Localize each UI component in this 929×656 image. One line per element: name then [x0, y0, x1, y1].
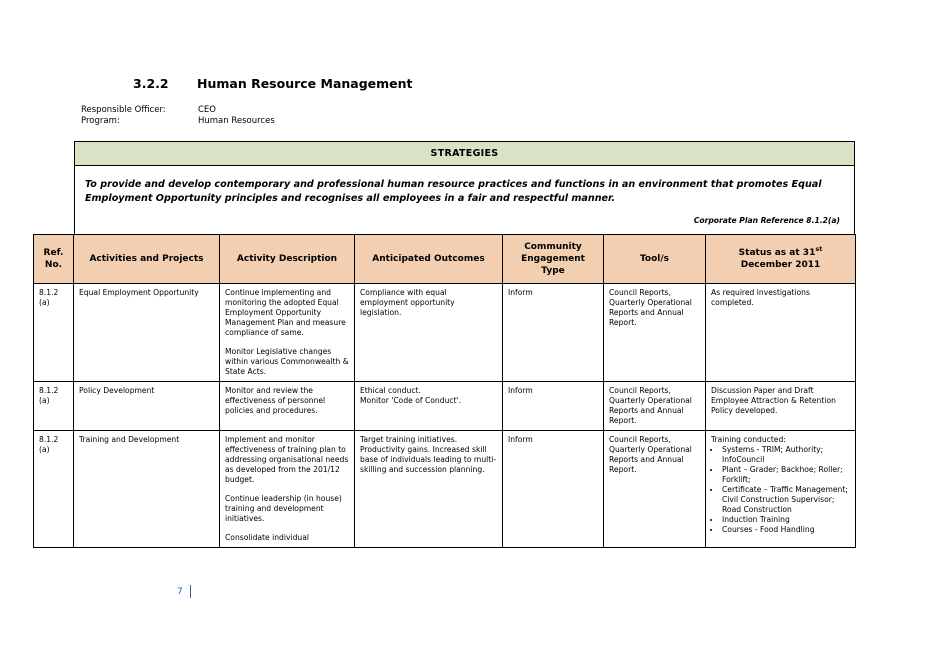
- cell-status-text: Discussion Paper and Draft Employee Attraction & Retention Policy developed.: [711, 386, 836, 415]
- cell-ref-line1: 8.1.2: [39, 435, 59, 444]
- cell-description-para: Continue leadership (in house) training and development initiatives.: [225, 494, 342, 523]
- cell-ref-no: [34, 382, 74, 431]
- strategies-text: To provide and develop contemporary and professional human resource practices and functions in an environment that promotes Equal Employment Opportunity principles and recognises all employees in a fair and respectful manner.: [85, 179, 822, 204]
- cell-outcomes: [355, 284, 503, 382]
- cell-status-bullets: [711, 445, 850, 535]
- cell-description-para: Monitor Legislative changes within various Commonwealth & State Acts.: [225, 347, 349, 376]
- table-header-row: [34, 235, 856, 284]
- col-header-outcomes: Anticipated Outcomes: [355, 235, 503, 284]
- col-header-description: Activity Description: [220, 235, 355, 284]
- meta-label-program: Program:: [81, 116, 120, 126]
- cell-description-para: Consolidate individual: [225, 533, 309, 542]
- table-row: [34, 382, 856, 431]
- cell-activity: Equal Employment Opportunity: [74, 284, 220, 382]
- cell-engagement: Inform: [503, 284, 604, 382]
- cell-outcomes-line: Monitor 'Code of Conduct'.: [360, 396, 462, 405]
- col-header-status-line2: December 2011: [740, 260, 821, 270]
- cell-outcomes-line: Ethical conduct.: [360, 386, 421, 395]
- cell-ref-line1: 8.1.2: [39, 386, 59, 395]
- cell-outcomes-para: Compliance with equal employment opportunity legislation.: [360, 288, 455, 317]
- col-header-status-sup: st: [815, 245, 823, 253]
- cell-outcomes: [355, 431, 503, 548]
- status-bullet: • Certificate – Traffic Management; Civil Construction Supervisor; Road Construction: [721, 485, 850, 515]
- cell-description: [220, 382, 355, 431]
- cell-description-para: Implement and monitor effectiveness of training plan to addressing organisational needs as developed from the 201/12 budget.: [225, 435, 349, 484]
- page-number: 7: [177, 586, 183, 597]
- status-bullet: • Induction Training: [721, 515, 850, 525]
- activities-table: [33, 234, 856, 548]
- cell-description: [220, 431, 355, 548]
- col-header-ref-line1: Ref.: [43, 248, 64, 258]
- meta-label-responsible-officer: Responsible Officer:: [81, 105, 166, 115]
- col-header-status: [706, 235, 856, 284]
- cell-status-text: Training conducted:: [711, 435, 786, 444]
- cell-description-para: Monitor and review the effectiveness of personnel policies and procedures.: [225, 386, 326, 415]
- cell-ref-line1: 8.1.2: [39, 288, 59, 297]
- cell-engagement: Inform: [503, 382, 604, 431]
- col-header-engagement-line2: Engagement: [521, 254, 585, 264]
- cell-status-text: As required investigations completed.: [711, 288, 810, 307]
- col-header-ref-line2: No.: [44, 260, 63, 270]
- col-header-ref-no: [34, 235, 74, 284]
- strategies-reference: Corporate Plan Reference 8.1.2(a): [693, 216, 840, 225]
- cell-outcomes: [355, 382, 503, 431]
- meta-row-program: [81, 116, 275, 127]
- status-bullet: • Courses - Food Handling: [721, 525, 850, 535]
- cell-ref-line2: (a): [39, 445, 50, 454]
- col-header-engagement: [503, 235, 604, 284]
- text-cursor: [190, 585, 191, 598]
- cell-ref-no: [34, 431, 74, 548]
- cell-status: [706, 431, 856, 548]
- col-header-engagement-line1: Community: [524, 242, 582, 252]
- cell-status: [706, 284, 856, 382]
- cell-tools: Council Reports, Quarterly Operational Reports and Annual Report.: [604, 382, 706, 431]
- table-row: [34, 284, 856, 382]
- cell-status: [706, 382, 856, 431]
- cell-ref-no: [34, 284, 74, 382]
- section-title: Human Resource Management: [197, 76, 413, 91]
- col-header-engagement-line3: Type: [541, 266, 565, 276]
- cell-description-para: Continue implementing and monitoring the adopted Equal Employment Opportunity Management Plan and measure compliance of same.: [225, 288, 346, 337]
- cell-activity: Policy Development: [74, 382, 220, 431]
- status-bullet: • Plant – Grader; Backhoe; Roller; Forklift;: [721, 465, 850, 485]
- status-bullet: • Systems - TRIM; Authority; InfoCouncil: [721, 445, 850, 465]
- cell-tools: Council Reports, Quarterly Operational Reports and Annual Report.: [604, 284, 706, 382]
- table-row: [34, 431, 856, 548]
- col-header-activities: Activities and Projects: [74, 235, 220, 284]
- strategies-box: [74, 141, 855, 241]
- cell-tools: Council Reports, Quarterly Operational Reports and Annual Report.: [604, 431, 706, 548]
- strategies-header: STRATEGIES: [75, 142, 854, 166]
- section-heading: [133, 76, 413, 91]
- cell-ref-line2: (a): [39, 396, 50, 405]
- cell-engagement: Inform: [503, 431, 604, 548]
- meta-value-program: Human Resources: [198, 116, 275, 126]
- cell-outcomes-para: Target training initiatives. Productivity gains. Increased skill base of individuals leading to multi-skilling and succession planning.: [360, 435, 497, 474]
- col-header-status-line1: Status as at 31: [738, 248, 816, 258]
- document-meta: [81, 105, 275, 127]
- meta-value-responsible-officer: CEO: [198, 105, 216, 115]
- cell-activity: Training and Development: [74, 431, 220, 548]
- page-footer: [177, 585, 191, 598]
- cell-description: [220, 284, 355, 382]
- section-number: 3.2.2: [133, 76, 169, 91]
- cell-ref-line2: (a): [39, 298, 50, 307]
- meta-row-responsible-officer: [81, 105, 275, 116]
- col-header-tools: Tool/s: [604, 235, 706, 284]
- strategies-body: [75, 166, 854, 240]
